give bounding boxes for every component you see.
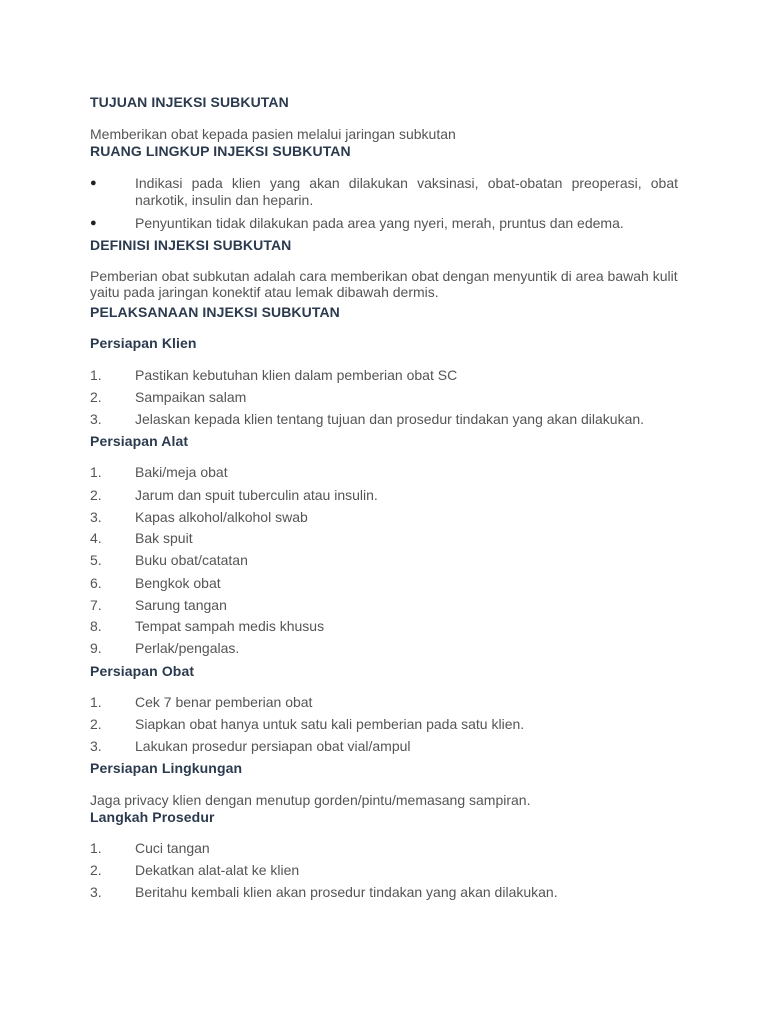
heading-tujuan: TUJUAN INJEKSI SUBKUTAN <box>90 94 289 110</box>
list-text: Bengkok obat <box>135 575 221 591</box>
list-number: 1. <box>90 840 102 856</box>
bullet-icon: ● <box>90 217 97 229</box>
list-number: 1. <box>90 464 102 480</box>
heading-ruang-lingkup: RUANG LINGKUP INJEKSI SUBKUTAN <box>90 143 351 159</box>
list-number: 9. <box>90 640 102 656</box>
list-text: Cek 7 benar pemberian obat <box>135 694 313 710</box>
list-text: Tempat sampah medis khusus <box>135 618 325 634</box>
list-number: 8. <box>90 618 102 634</box>
list-number: 3. <box>90 738 102 754</box>
subheading-persiapan-obat: Persiapan Obat <box>90 663 195 679</box>
subheading-persiapan-alat: Persiapan Alat <box>90 433 189 449</box>
bullet-text: Indikasi pada klien yang akan dilakukan vaksinasi, obat-obatan preoperasi, obat narkotik, insulin dan heparin. <box>135 175 678 208</box>
list-number: 3. <box>90 884 102 900</box>
list-number: 2. <box>90 389 102 405</box>
bullet-icon: ● <box>90 177 97 189</box>
list-number: 3. <box>90 509 102 525</box>
list-number: 2. <box>90 862 102 878</box>
list-text: Cuci tangan <box>135 840 210 856</box>
heading-definisi: DEFINISI INJEKSI SUBKUTAN <box>90 237 292 253</box>
list-text: Buku obat/catatan <box>135 552 248 568</box>
bullet-text: Penyuntikan tidak dilakukan pada area yang nyeri, merah, pruntus dan edema. <box>135 215 624 231</box>
list-text: Sampaikan salam <box>135 389 247 405</box>
list-text: Jelaskan kepada klien tentang tujuan dan prosedur tindakan yang akan dilakukan. <box>135 411 645 427</box>
bullet-item <box>90 215 678 232</box>
list-number: 1. <box>90 367 102 383</box>
list-number: 1. <box>90 694 102 710</box>
list-text: Perlak/pengalas. <box>135 640 240 656</box>
paragraph-definisi: Pemberian obat subkutan adalah cara memberikan obat dengan menyuntik di area bawah kulit yaitu pada jaringan konektif atau lemak dibawah dermis. <box>90 268 678 300</box>
list-text: Beritahu kembali klien akan prosedur tindakan yang akan dilakukan. <box>135 884 558 900</box>
subheading-persiapan-lingkungan: Persiapan Lingkungan <box>90 760 243 776</box>
list-number: 4. <box>90 530 102 546</box>
list-text: Jarum dan spuit tuberculin atau insulin. <box>135 487 378 503</box>
list-number: 7. <box>90 597 102 613</box>
list-text: Kapas alkohol/alkohol swab <box>135 509 308 525</box>
heading-pelaksanaan: PELAKSANAAN INJEKSI SUBKUTAN <box>90 304 340 320</box>
paragraph-tujuan: Memberikan obat kepada pasien melalui jaringan subkutan <box>90 126 456 142</box>
subheading-langkah-prosedur: Langkah Prosedur <box>90 809 215 825</box>
list-text: Lakukan prosedur persiapan obat vial/ampul <box>135 738 411 754</box>
list-number: 5. <box>90 552 102 568</box>
paragraph-persiapan-lingkungan: Jaga privacy klien dengan menutup gorden/pintu/memasang sampiran. <box>90 792 531 808</box>
subheading-persiapan-klien: Persiapan Klien <box>90 335 197 351</box>
list-text: Baki/meja obat <box>135 464 228 480</box>
list-number: 2. <box>90 716 102 732</box>
list-number: 2. <box>90 487 102 503</box>
bullet-item <box>90 175 678 209</box>
list-text: Sarung tangan <box>135 597 227 613</box>
list-text: Pastikan kebutuhan klien dalam pemberian obat SC <box>135 367 458 383</box>
list-text: Siapkan obat hanya untuk satu kali pemberian pada satu klien. <box>135 716 525 732</box>
list-number: 3. <box>90 411 102 427</box>
list-number: 6. <box>90 575 102 591</box>
list-text: Dekatkan alat-alat ke klien <box>135 862 300 878</box>
list-text: Bak spuit <box>135 530 193 546</box>
